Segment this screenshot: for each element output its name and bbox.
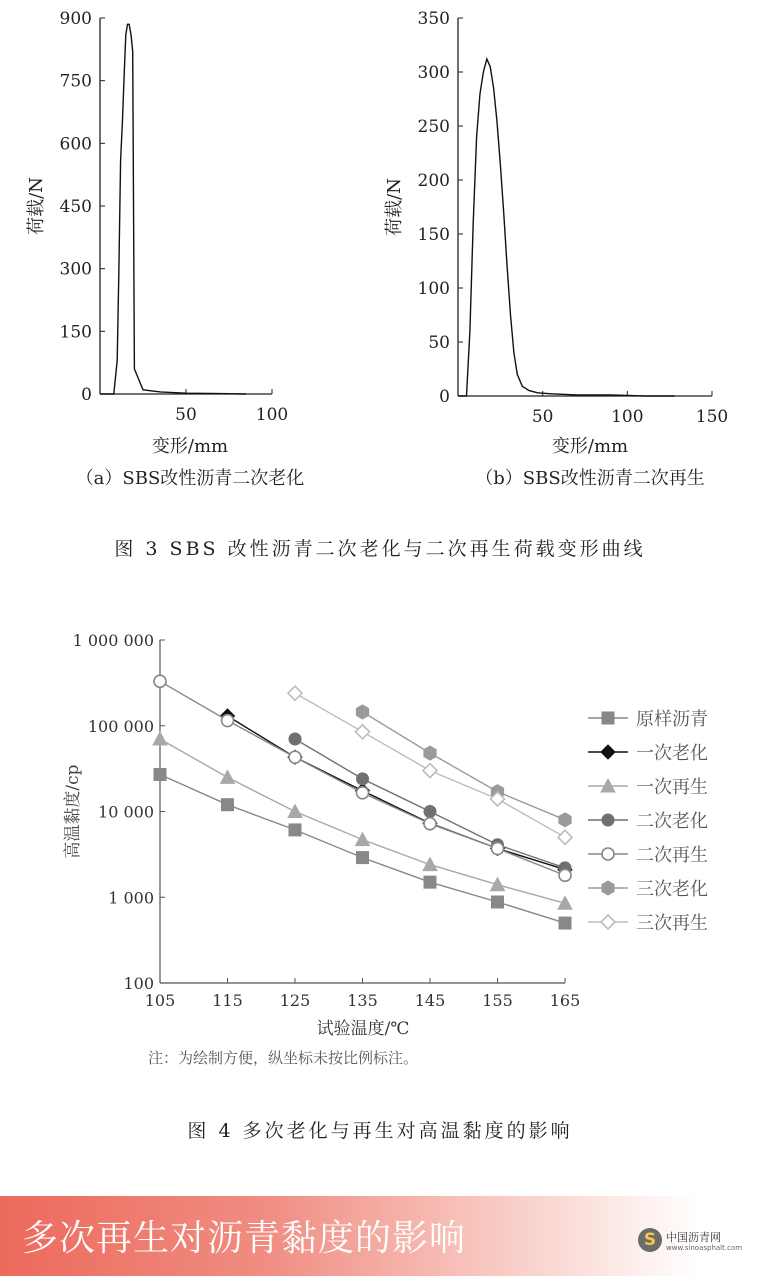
y-tick-label: 100 bbox=[417, 279, 450, 299]
marker-circle bbox=[357, 787, 369, 799]
y-tick-label: 250 bbox=[417, 117, 450, 137]
fig4-caption: 图 4 多次老化与再生对高温黏度的影响 bbox=[187, 1120, 573, 1142]
legend-item bbox=[588, 913, 708, 934]
legend-label: 原样沥青 bbox=[636, 709, 708, 730]
y-tick-label: 150 bbox=[59, 322, 92, 343]
legend-label: 二次再生 bbox=[636, 845, 708, 866]
y-tick-label: 300 bbox=[417, 63, 450, 83]
marker-triangle bbox=[423, 858, 437, 871]
x-tick-label: 155 bbox=[482, 991, 513, 1010]
y-axis-label: 荷载/N bbox=[26, 177, 47, 235]
y-tick-label: 100 bbox=[123, 974, 154, 993]
legend-label: 三次老化 bbox=[636, 879, 708, 900]
marker-hexagon bbox=[356, 705, 368, 719]
logo-en-text: www.sinoasphalt.com bbox=[666, 1244, 743, 1252]
series-3 bbox=[153, 732, 572, 909]
x-axis-label: 变形/mm bbox=[151, 436, 229, 457]
y-tick-label: 150 bbox=[417, 225, 450, 245]
site-logo[interactable] bbox=[638, 1228, 748, 1258]
fig3-panel-a bbox=[26, 9, 304, 489]
y-tick-label: 750 bbox=[59, 71, 92, 92]
load-deformation-curve bbox=[458, 59, 675, 396]
x-tick-label: 145 bbox=[414, 991, 446, 1010]
legend-label: 三次再生 bbox=[636, 913, 708, 934]
marker-diamond bbox=[601, 915, 615, 929]
marker-circle bbox=[559, 869, 571, 881]
marker-diamond bbox=[356, 725, 370, 739]
load-deformation-curve bbox=[100, 24, 246, 394]
x-tick-label: 115 bbox=[212, 991, 243, 1010]
legend-item bbox=[588, 845, 708, 866]
legend-label: 二次老化 bbox=[636, 811, 708, 832]
y-tick-label: 100 000 bbox=[87, 716, 154, 736]
marker-diamond bbox=[558, 830, 572, 844]
x-tick-label: 165 bbox=[549, 991, 581, 1010]
y-tick-label: 1 000 000 bbox=[72, 631, 154, 650]
y-axis-label: 荷载/N bbox=[384, 178, 405, 236]
marker-circle bbox=[424, 806, 436, 818]
fig3-load-deformation-charts bbox=[0, 0, 760, 500]
x-tick-label: 135 bbox=[347, 991, 378, 1010]
fig3-panel-b bbox=[384, 9, 728, 489]
y-tick-label: 0 bbox=[81, 385, 92, 405]
fig3-caption: 图 3 SBS 改性沥青二次老化与二次再生荷载变形曲线 bbox=[114, 538, 646, 560]
marker-square bbox=[154, 769, 166, 781]
asphalt-s-icon: S bbox=[638, 1228, 662, 1252]
y-tick-label: 900 bbox=[59, 9, 92, 29]
banner-title: 多次再生对沥青黏度的影响 bbox=[22, 1218, 467, 1259]
x-tick-label: 105 bbox=[144, 991, 176, 1010]
marker-circle bbox=[602, 848, 614, 860]
x-tick-label: 50 bbox=[175, 405, 197, 425]
y-tick-label: 350 bbox=[417, 9, 450, 29]
legend-label: 一次老化 bbox=[636, 743, 708, 764]
marker-circle bbox=[357, 773, 369, 785]
fig4-legend bbox=[588, 709, 708, 934]
series-line bbox=[363, 712, 566, 820]
fig4-note: 注：为绘制方便，纵坐标未按比例标注。 bbox=[148, 1049, 419, 1067]
panel-sublabel: （b）SBS改性沥青二次再生 bbox=[475, 468, 705, 489]
x-axis-label: 试验温度/℃ bbox=[316, 1019, 410, 1039]
series-6 bbox=[356, 705, 571, 827]
fig4-axes bbox=[63, 631, 580, 1039]
marker-square bbox=[357, 852, 369, 864]
fig4-series bbox=[153, 675, 572, 929]
series-line bbox=[228, 716, 566, 870]
x-tick-label: 100 bbox=[255, 405, 289, 425]
marker-circle bbox=[222, 715, 234, 727]
x-axis-label: 变形/mm bbox=[551, 436, 629, 457]
y-tick-label: 300 bbox=[59, 259, 92, 280]
legend-item bbox=[588, 743, 708, 764]
marker-square bbox=[559, 917, 571, 929]
marker-diamond bbox=[288, 686, 302, 700]
y-tick-label: 450 bbox=[59, 197, 92, 217]
legend-item bbox=[588, 709, 708, 730]
marker-hexagon bbox=[559, 813, 571, 827]
marker-circle bbox=[289, 751, 301, 763]
marker-triangle bbox=[491, 878, 505, 891]
legend-item bbox=[588, 777, 708, 798]
marker-square bbox=[602, 712, 614, 724]
marker-square bbox=[424, 876, 436, 888]
y-tick-label: 1 000 bbox=[108, 888, 154, 908]
fig4-viscosity-chart bbox=[0, 590, 760, 1110]
bottom-banner bbox=[0, 1196, 760, 1276]
marker-triangle bbox=[153, 732, 167, 745]
marker-circle bbox=[154, 675, 166, 687]
x-tick-label: 100 bbox=[611, 407, 644, 427]
marker-triangle bbox=[356, 833, 370, 846]
x-tick-label: 50 bbox=[531, 407, 554, 427]
legend-item bbox=[588, 811, 708, 832]
marker-circle bbox=[424, 818, 436, 830]
marker-triangle bbox=[558, 896, 572, 909]
y-tick-label: 200 bbox=[417, 171, 450, 191]
marker-hexagon bbox=[424, 746, 436, 760]
series-line bbox=[160, 739, 565, 903]
marker-hexagon bbox=[602, 881, 614, 895]
y-axis-label: 高温黏度/cp bbox=[63, 764, 83, 859]
marker-circle bbox=[289, 733, 301, 745]
marker-circle bbox=[492, 843, 504, 855]
logo-cn-text: 中国沥青网 bbox=[666, 1231, 721, 1244]
x-tick-label: 150 bbox=[695, 407, 729, 427]
y-tick-label: 50 bbox=[428, 333, 450, 353]
marker-triangle bbox=[288, 805, 302, 818]
marker-triangle bbox=[221, 770, 235, 783]
marker-diamond bbox=[423, 764, 437, 778]
marker-square bbox=[289, 824, 301, 836]
y-tick-label: 0 bbox=[439, 387, 450, 407]
x-tick-label: 125 bbox=[279, 991, 311, 1010]
marker-square bbox=[492, 896, 504, 908]
y-tick-label: 10 000 bbox=[98, 802, 154, 822]
marker-square bbox=[222, 799, 234, 811]
y-tick-label: 600 bbox=[59, 134, 92, 155]
panel-sublabel: （a）SBS改性沥青二次老化 bbox=[75, 468, 305, 489]
marker-diamond bbox=[601, 745, 615, 759]
marker-circle bbox=[602, 814, 614, 826]
legend-label: 一次再生 bbox=[636, 777, 708, 798]
legend-item bbox=[588, 879, 708, 900]
